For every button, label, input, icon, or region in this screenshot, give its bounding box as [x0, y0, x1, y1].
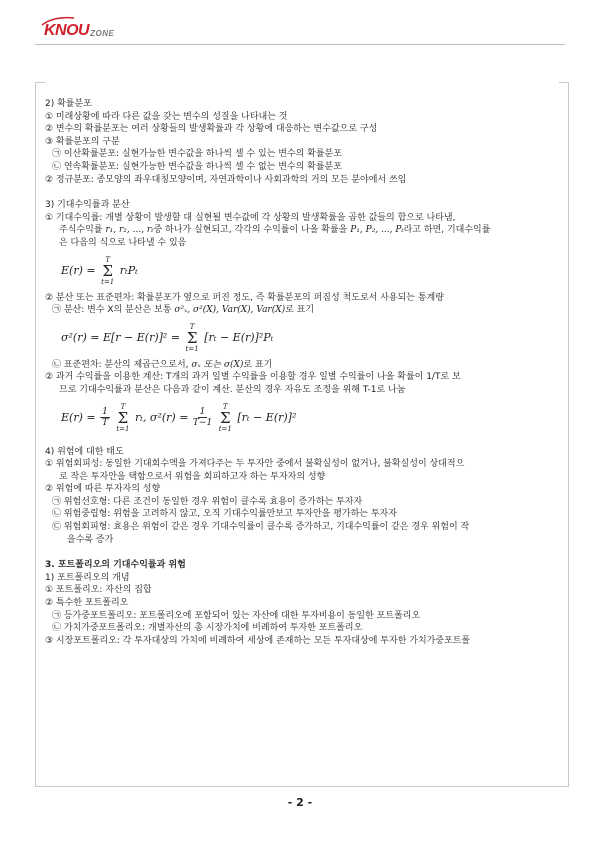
list-item: ② 정규분포: 종모양의 좌우대칭모양이며, 자연과학이나 사회과학의 거의 모든 분야에서 쓰임	[45, 174, 407, 185]
list-item: ① 기대수익률: 개별 상황이 발생할 대 실현될 변수값에 각 상황의 발생확률을 곱한 값들의 합으로 나타냄,	[45, 212, 456, 223]
list-item: ① 미래상황에 따라 다른 값을 갖는 변수의 성질을 나타내는 것	[45, 111, 288, 122]
logo-sub-text: ZONE	[90, 29, 115, 38]
list-item: ② 위험에 따른 투자자의 성향	[45, 484, 161, 495]
expected-return-formula: E(r) = T Σ t=1 rₜPₜ	[61, 255, 138, 286]
probabilities-sequence: P₁, P₂, ..., Pₜ	[350, 225, 404, 236]
list-item: ② 변수의 확률분포는 여러 상황들의 발생확률과 각 상황에 대응하는 변수값으로 구성	[45, 124, 378, 135]
sub-list-item: ㉡ 가치가중포트폴리오: 개별자산의 총 시장가치에 비례하여 투자한 포트폴리오	[52, 623, 363, 634]
sd-notation: σₓ 또는 σ(X)	[191, 359, 244, 370]
summation-sign: T Σ t=1	[101, 255, 115, 286]
list-item: ② 과거 수익률을 이용한 계산: T개의 과거 일별 수익률을 이용할 경우 일별 수익률이 나올 확률이 1/T로 보	[45, 372, 461, 383]
sub-list-item: ㉡ 위험중립형: 위험을 고려하지 않고, 오직 기대수익률만보고 투자안을 평가하는 투자자	[52, 509, 397, 520]
header-divider	[35, 44, 565, 45]
chapter-heading: 3. 포트폴리오의 기대수익률과 위험	[45, 560, 186, 571]
logo-swoosh-icon	[40, 16, 76, 26]
sub-list-item-continuation: 을수록 증가	[67, 534, 114, 545]
list-item: ① 포트폴리오: 자산의 집합	[45, 585, 152, 596]
sub-list-item: ㉠ 분산: 변수 X의 분산은 보통 σ²ₓ, σ²(X), Var(X), Var(X)로 표기	[52, 305, 315, 316]
section-heading: 3) 기대수익률과 분산	[45, 200, 130, 211]
fraction-1-over-T-minus-1: $\frac{1}{T-1}$	[192, 407, 213, 428]
section-heading: 1) 포트폴리오의 개념	[45, 572, 130, 583]
list-item: ② 분산 또는 표준편차: 확률분포가 옆으로 퍼진 정도, 즉 확률분포의 퍼짐성 척도로서 사용되는 통계량	[45, 292, 444, 303]
knouzone-logo	[44, 18, 114, 40]
sub-list-item: ㉠ 위험선호형: 다른 조건이 동일한 경우 위험이 클수록 효용이 증가하는 투자자	[52, 496, 363, 507]
historical-return-formula: E(r) = $\frac{1}{T}$ T Σ t=1 rₜ, σ²(r) = $\frac{1}{T-1}$ T Σ t=1 [rₜ − E(r)]²	[61, 402, 297, 433]
frame-corner-left	[35, 82, 45, 83]
list-item-continuation: 므로 기대수익률과 분산은 다음과 같이 계산. 분산의 경우 자유도 조정을 위해 T-1로 나눔	[59, 384, 406, 395]
page-number: - 2 -	[287, 796, 313, 809]
list-item: ③ 시장포트폴리오: 각 투자대상의 가치에 비례하여 세상에 존재하는 모든 투자대상에 투자한 가치가중포트폴	[45, 635, 471, 646]
fraction-1-over-T: $\frac{1}{T}$	[101, 407, 108, 428]
returns-sequence: r₁, r₂, ..., rₜ	[105, 225, 154, 236]
section-heading: 2) 확률분포	[45, 99, 92, 109]
list-item-continuation: 로 작은 투자안을 택함으로서 위험을 회피하고자 하는 투자자의 성향	[59, 471, 326, 482]
frame-corner-right	[559, 82, 569, 83]
list-item-continuation: 주식수익률 r₁, r₂, ..., rₜ중 하나가 실현되고, 각각의 수익률이 나올 확률을 P₁, P₂, ..., Pₜ라고 하면, 기대수익률	[59, 225, 491, 236]
document-body	[45, 98, 580, 647]
list-item: ② 특수한 포트폴리오	[45, 598, 129, 609]
sub-list-item: ㉢ 위험회피형: 효용은 위험이 같은 경우 기대수익률이 클수록 증가하고, 기대수익률이 같은 경우 위험이 작	[52, 522, 470, 533]
variance-notation: σ²ₓ, σ²(X), Var(X), Var(X)	[174, 305, 286, 316]
sub-list-item: ㉠ 이산확률분포: 실현가능한 변수값을 하나씩 셀 수 있는 변수의 확률분포	[52, 149, 342, 160]
list-item: ③ 확률분포의 구분	[45, 136, 120, 147]
list-item: ① 위험회피성: 동일한 기대회수액을 가져다주는 두 투자안 중에서 불확실성이 없거나, 불확실성이 상대적으	[45, 459, 465, 470]
summation-sign: T Σ t=1	[116, 402, 130, 433]
section-heading: 4) 위험에 대한 태도	[45, 446, 124, 457]
sub-list-item: ㉡ 표준편차: 분산의 제곱근으로서, σₓ 또는 σ(X)로 표기	[52, 359, 273, 370]
summation-sign: T Σ t=1	[185, 322, 199, 353]
logo-main-text: KNOU	[44, 22, 90, 39]
summation-sign: T Σ t=1	[218, 402, 232, 433]
variance-formula: σ²(r) = E[r − E(r)]² = T Σ t=1 [rₜ − E(r)]²Pₜ	[61, 322, 274, 353]
sub-list-item: ㉠ 등가중포트폴리오: 포트폴리오에 포함되어 있는 자산에 대한 투자비용이 동일한 포트폴리오	[52, 610, 421, 621]
list-item-continuation: 은 다음의 식으로 나타낼 수 있음	[59, 237, 187, 248]
sub-list-item: ㉡ 연속확률분포: 실현가능한 변수값을 하나씩 셀 수 없는 변수의 확률분포	[52, 161, 342, 172]
